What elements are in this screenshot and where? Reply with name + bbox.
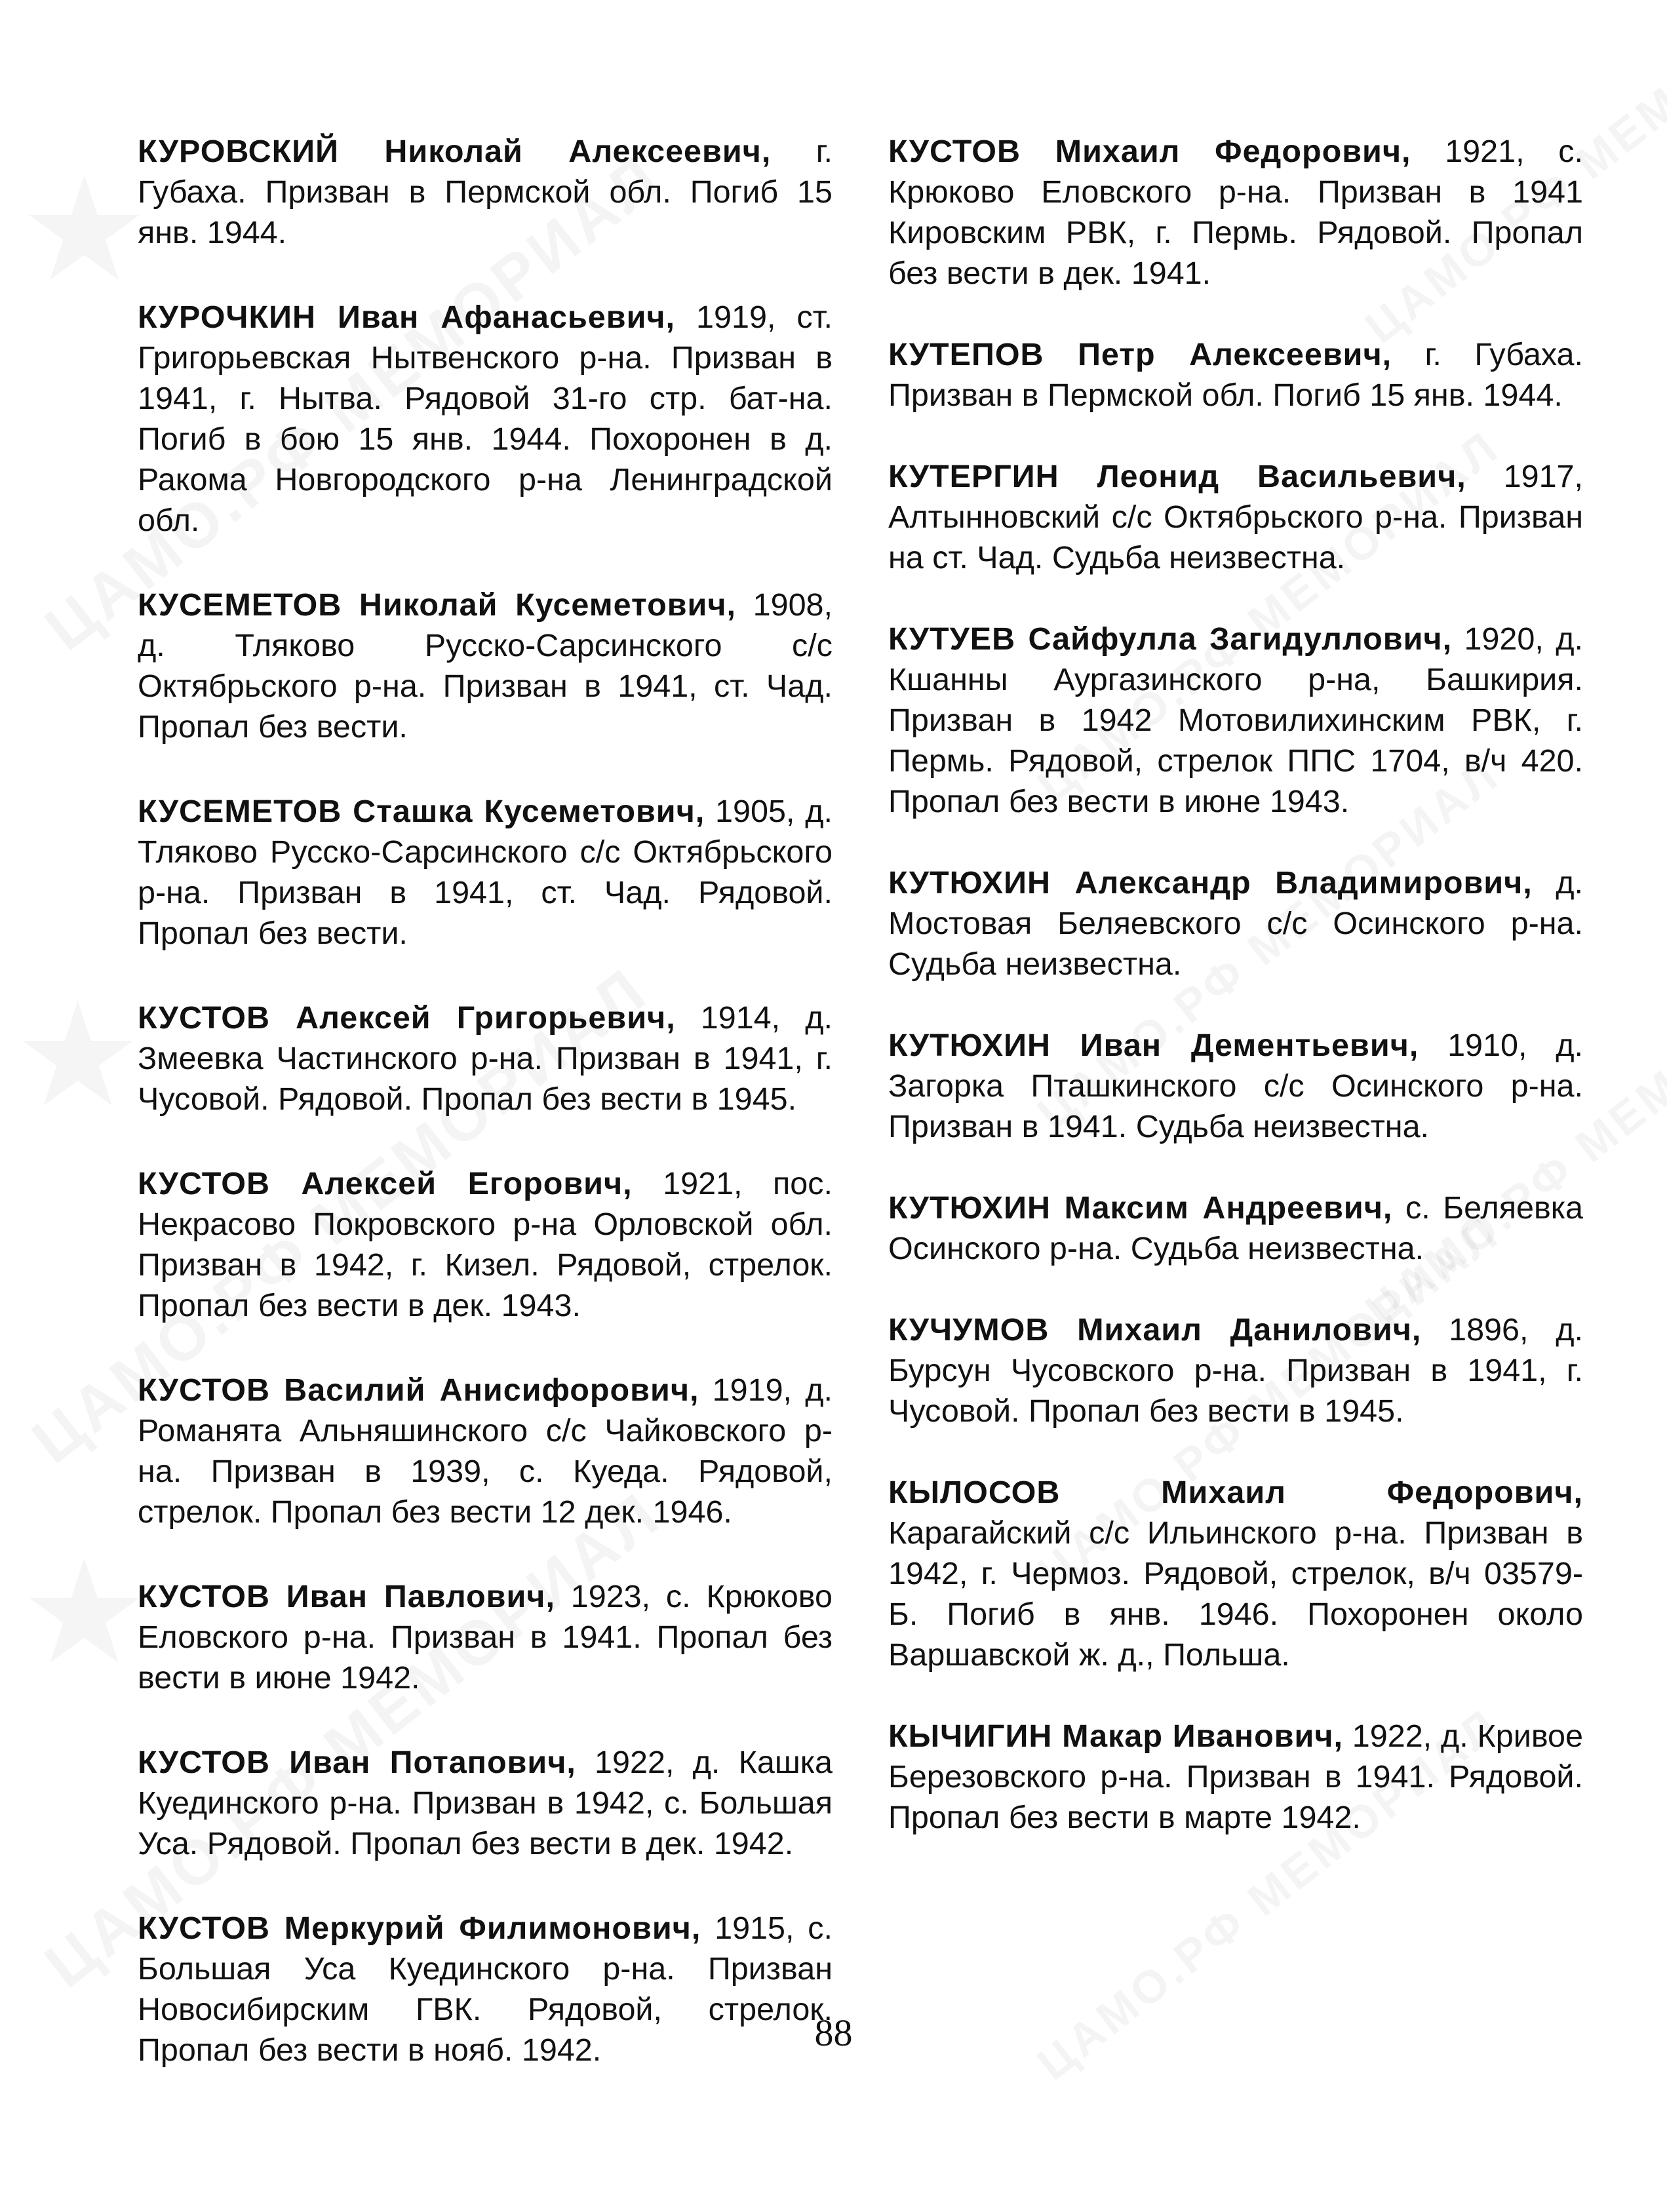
entry-text: 1921, пос. Некрасово Покровского р-на Орловской обл. Призван в 1942, г. Кизел. Рядовой, стрелок. Пропал без вести в дек. 1943. (138, 1166, 833, 1323)
entry-text: г. Губаха. Призван в Пермской обл. Погиб 15 янв. 1944. (888, 337, 1583, 413)
entry-text: 1922, д. Кашка Куединского р-на. Призван в 1942, с. Большая Уса. Рядовой. Пропал без вести в дек. 1942. (138, 1745, 833, 1861)
entry-text: 1921, с. Крюково Еловского р-на. Призван в 1941 Кировским РВК, г. Пермь. Рядовой. Пропал без вести в дек. 1941. (888, 134, 1584, 291)
register-entry (888, 456, 1583, 578)
register-entry (138, 1742, 833, 1864)
right-column (888, 131, 1583, 1878)
register-entry (888, 1188, 1583, 1269)
entry-name: КУСТОВ Алексей Егорович, (138, 1166, 633, 1201)
register-entry (888, 1310, 1583, 1431)
register-entry (138, 585, 833, 747)
entry-name: КУТЕРГИН Леонид Васильевич, (888, 459, 1466, 494)
entry-text: 1923, с. Крюково Еловского р-на. Призван в 1941. Пропал без вести в июне 1942. (138, 1579, 833, 1696)
register-entry (138, 1370, 833, 1532)
register-entry (888, 619, 1583, 822)
entry-text: 1910, д. Загорка Пташкинского с/с Осинского р-на. Призван в 1941. Судьба неизвестна. (888, 1028, 1583, 1144)
register-entry (138, 297, 833, 541)
entry-name: КУСТОВ Алексей Григорьевич, (138, 1000, 676, 1036)
entry-name: КУСТОВ Иван Павлович, (138, 1579, 555, 1614)
entry-name: КУСЕМЕТОВ Николай Кусеметович, (138, 587, 736, 623)
entry-name: КУСТОВ Василий Анисифорович, (138, 1372, 699, 1408)
entry-text: д. Мостовая Беляевского с/с Осинского р-на. Судьба неизвестна. (888, 865, 1584, 982)
entry-text: 1915, с. Большая Уса Куединского р-на. Призван Новосибирским ГВК. Рядовой, стрелок. Пропал без вести в нояб. 1942. (138, 1911, 833, 2068)
entry-name: КУСТОВ Меркурий Филимонович, (138, 1911, 701, 1946)
entry-name: КУРОЧКИН Иван Афанасьевич, (138, 300, 676, 335)
entry-name: КУТЮХИН Иван Дементьевич, (888, 1028, 1419, 1063)
register-entry (138, 1576, 833, 1698)
register-entry (138, 131, 833, 253)
entry-name: КУРОВСКИЙ Николай Алексеевич, (138, 134, 772, 169)
entry-name: КУЧУМОВ Михаил Данилович, (888, 1312, 1422, 1348)
entry-name: КУТЮХИН Максим Андреевич, (888, 1190, 1393, 1226)
watermark-star-icon (20, 157, 149, 301)
entry-text: 1896, д. Бурсун Чусовского р-на. Призван в 1941, г. Чусовой. Пропал без вести в 1945. (888, 1312, 1583, 1429)
register-entry (888, 1472, 1583, 1675)
register-entry (888, 131, 1583, 294)
entry-text: 1919, д. Романята Альняшинского с/с Чайковского р-на. Призван в 1939, с. Куеда. Рядовой, стрелок. Пропал без вести 12 дек. 1946. (138, 1372, 833, 1530)
entry-text: г. Губаха. Призван в Пермской обл. Погиб 15 янв. 1944. (138, 134, 833, 250)
entry-text: Карагайский с/с Ильинского р-на. Призван в 1942, г. Чермоз. Рядовой, стрелок, в/ч 03579-Б. Погиб в янв. 1946. Похоронен около Варшавской ж. д., Польша. (888, 1515, 1583, 1673)
watermark-star-icon (20, 1540, 149, 1684)
register-entry (138, 791, 833, 954)
entry-text: 1919, ст. Григорьевская Нытвенского р-на. Призван в 1941, г. Нытва. Рядовой 31-го стр. бат-на. Погиб в бою 15 янв. 1944. Похоронен в д. Ракома Новгородского р-на Ленинградской обл. (138, 300, 833, 538)
entry-name: КУСТОВ Иван Потапович, (138, 1745, 576, 1780)
entry-text: 1905, д. Тляково Русско-Сарсинского с/с Октябрьского р-на. Призван в 1941, ст. Чад. Рядовой. Пропал без вести. (138, 794, 833, 951)
register-entry (138, 998, 833, 1119)
left-column (138, 131, 833, 2114)
entry-name: КУСТОВ Михаил Федорович, (888, 134, 1411, 169)
entry-text: 1920, д. Кшанны Аургазинского р-на, Башкирия. Призван в 1942 Мотовилихинским РВК, г. Пермь. Рядовой, стрелок ППС 1704, в/ч 420. Пропал без вести в июне 1943. (888, 621, 1583, 819)
entry-text: 1908, д. Тляково Русско-Сарсинского с/с Октябрьского р-на. Призван в 1941, ст. Чад. Пропал без вести. (138, 587, 833, 745)
register-entry (138, 1163, 833, 1326)
entry-name: КЫЛОСОВ Михаил Федорович, (888, 1475, 1583, 1510)
entry-text: 1914, д. Змеевка Частинского р-на. Призван в 1941, г. Чусовой. Рядовой. Пропал без вести в 1945. (138, 1000, 833, 1117)
register-entry (888, 1716, 1583, 1838)
page-number: 88 (814, 2011, 853, 2054)
entry-text: 1917, Алтынновский с/с Октябрьского р-на. Призван на ст. Чад. Судьба неизвестна. (888, 459, 1583, 575)
register-entry (888, 334, 1583, 416)
entry-name: КУТЕПОВ Петр Алексеевич, (888, 337, 1392, 372)
register-entry (888, 863, 1583, 984)
entry-name: КЫЧИГИН Макар Иванович, (888, 1718, 1343, 1754)
entry-text: 1922, д. Кривое Березовского р-на. Призван в 1941. Рядовой. Пропал без вести в марте 1942. (888, 1718, 1583, 1835)
entry-name: КУТЮХИН Александр Владимирович, (888, 865, 1533, 901)
entry-name: КУСЕМЕТОВ Сташка Кусеметович, (138, 794, 705, 829)
entry-name: КУТУЕВ Сайфулла Загидуллович, (888, 621, 1453, 657)
register-entry (888, 1025, 1583, 1147)
entry-text: с. Беляевка Осинского р-на. Судьба неизвестна. (888, 1190, 1583, 1266)
watermark-star-icon (13, 983, 142, 1127)
